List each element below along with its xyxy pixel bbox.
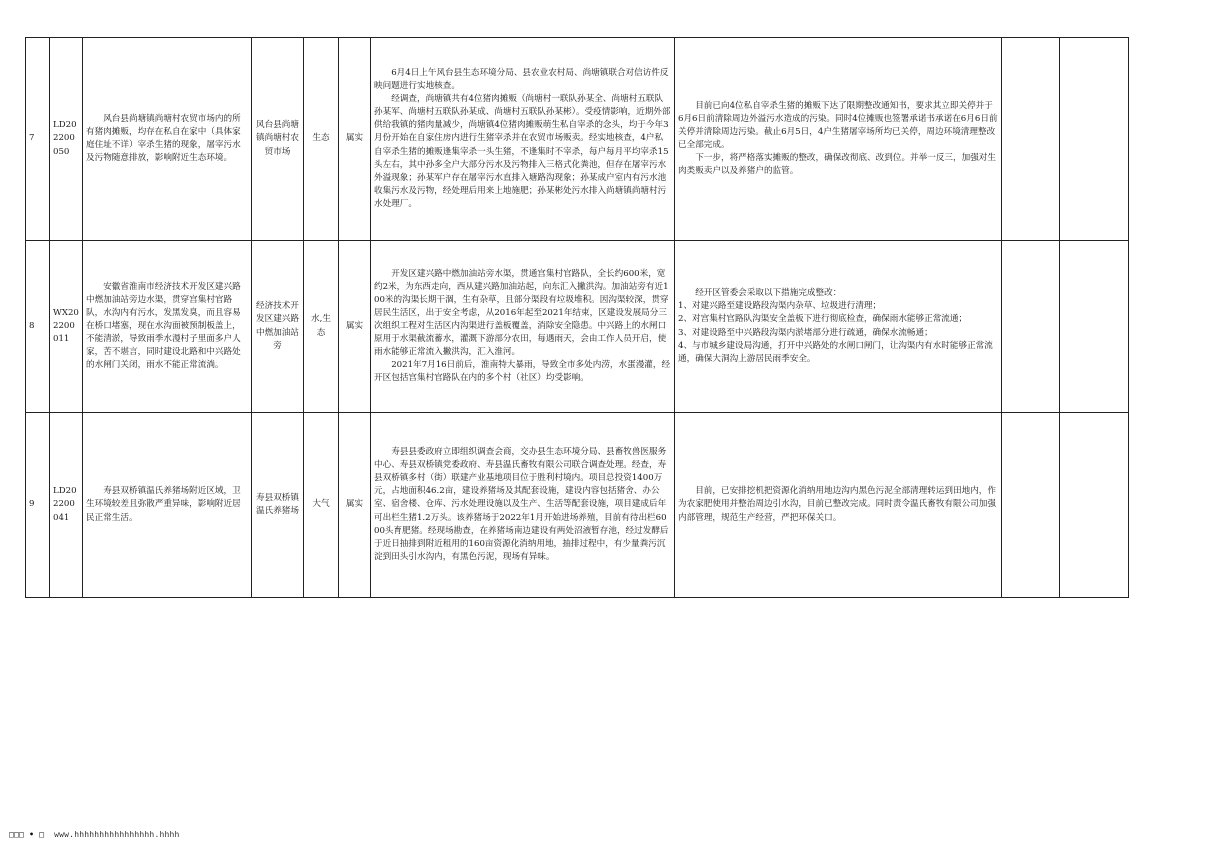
rectification-item: 4、与市城乡建设局沟通，打开中兴路处的水闸口闸门，让沟渠内有水时能够正常流通，确保大洞沟上游居民雨季安全。 bbox=[678, 340, 993, 364]
case-id: WX202200011 bbox=[50, 241, 83, 413]
investigation-paragraph: 6月4日上午风台县生态环境分局、县农业农村局、尚塘镇联合对信访件反映问题进行实地核查。 bbox=[374, 67, 669, 92]
footer-url: www.hhhhhhhhhhhhhhhh.hhhh bbox=[54, 830, 180, 839]
empty-cell bbox=[1060, 38, 1129, 241]
rectification-item: 1、对建兴路至建设路段沟渠内杂草、垃圾进行清理； bbox=[678, 301, 882, 312]
verification-result: 属实 bbox=[339, 413, 371, 598]
pollution-type: 生态 bbox=[304, 38, 339, 241]
row-number: 7 bbox=[26, 38, 50, 241]
complaint-location: 风台县尚塘镇尚塘村农贸市场 bbox=[252, 38, 304, 241]
verification-result: 属实 bbox=[339, 241, 371, 413]
verification-result: 属实 bbox=[339, 38, 371, 241]
case-id: LD202200041 bbox=[50, 413, 83, 598]
complaint-description: 安徽省淮南市经济技术开发区建兴路中燃加油站旁边水渠，贯穿宫集村官路队，水沟内有污水，发黑发臭，而且容易在桥口堵塞，现在水沟面被预制板盖上，不能清淤，导致雨季水漫村子里面多户人家，苦不堪言，同时建设北路和中兴路处的水闸门关闭，雨水不能正常流淌。 bbox=[83, 241, 252, 413]
row-number: 9 bbox=[26, 413, 50, 598]
rectification-paragraph: 经开区管委会采取以下措施完成整改： bbox=[695, 288, 842, 299]
complaint-location: 经济技术开发区建兴路中燃加油站旁 bbox=[252, 241, 304, 413]
pollution-type: 水,生态 bbox=[304, 241, 339, 413]
rectification-paragraph: 目前已向4位私自宰杀生猪的摊贩下达了限期整改通知书，要求其立即关停并于6月6日前清除周边外溢污水造成的污染。同时4位摊贩也签署承诺书承诺在6月6日前关停并清除周边污染。截止6月5日，4户生猪屠宰场所均已关停，周边环境清理整改已全部完成。 bbox=[678, 100, 998, 150]
rectification-item: 3、对建设路至中兴路段沟渠内淤堵部分进行疏通，确保水流畅通； bbox=[678, 327, 933, 338]
investigation-paragraph: 2021年7月16日前后，淮南特大暴雨，导致全市多处内涝，水蛋漫灌，经开区包括宫集村官路队在内的多个村（社区）均受影响。 bbox=[374, 360, 671, 384]
complaint-description: 寿县双桥镇温氏养猪场附近区域，卫生环境较差且弥散严重异味，影响附近居民正常生活。 bbox=[83, 413, 252, 598]
footer-logo-text: □□□ • □ bbox=[9, 830, 45, 839]
empty-cell bbox=[1002, 38, 1060, 241]
rectification-item: 2、对宫集村官路队沟渠安全盖板下进行彻底检查，确保雨水能够正常流通； bbox=[678, 314, 968, 325]
page-footer bbox=[9, 830, 180, 839]
investigation-details bbox=[371, 38, 675, 241]
table-row bbox=[26, 241, 1129, 413]
rectification-details bbox=[675, 38, 1002, 241]
investigation-details bbox=[371, 413, 675, 598]
investigation-paragraph: 经调查，尚塘镇共有4位猪肉摊贩（尚塘村一联队孙某全、尚塘村五联队孙某军、尚塘村五联队孙某成、尚塘村五联队孙某彬）。受疫情影响，近期外部供给我镇的猪肉量减少，尚塘镇4位猪肉摊贩萌生私自宰杀的念头，均于今年3月份开始在自家住房内进行生猪宰杀并在农贸市场贩卖。经实地核查，4户私自宰杀生猪的摊贩逢集宰杀一头生猪，不逢集时不宰杀，每户每月平均宰杀15头左右，其中孙多全户大部分污水及污物排入三格式化粪池，但存在屠宰污水外溢现象；孙某军户存在屠宰污水直排入塘路沟现象；孙某成户室内有污水池收集污水及污物，经处理后用来上地施肥；孙某彬处污水排入尚塘镇尚塘村污水处理厂。 bbox=[374, 94, 671, 209]
rectification-paragraph: 目前，已安排挖机把资源化消纳用地边沟内黑色污泥全部清理转运到田地内，作为农家肥使用并整治周边引水沟，目前已整改完成。同时责令温氏畜牧有限公司加强内部管理，规范生产经营，严把环保关口。 bbox=[678, 486, 996, 523]
row-number: 8 bbox=[26, 241, 50, 413]
complaint-description: 风台县尚塘镇尚塘村农贸市场内的所有猪肉摊贩，均存在私自在家中（具体家庭住址不详）宰杀生猪的现象，屠宰污水及污物随意排放，影响附近生态环境。 bbox=[83, 38, 252, 241]
table-row bbox=[26, 413, 1129, 598]
case-id: LD202200050 bbox=[50, 38, 83, 241]
investigation-details bbox=[371, 241, 675, 413]
empty-cell bbox=[1002, 413, 1060, 598]
table-row bbox=[26, 38, 1129, 241]
complaint-table bbox=[25, 37, 1129, 598]
rectification-details bbox=[675, 413, 1002, 598]
rectification-paragraph: 下一步，将严格落实摊贩的整改，确保改彻底、改到位。并举一反三，加强对生肉类贩卖户以及养猪户的监管。 bbox=[678, 153, 996, 177]
empty-cell bbox=[1060, 241, 1129, 413]
investigation-paragraph: 开发区建兴路中燃加油站旁水渠，贯通宫集村官路队，全长约600米，宽约2米，为东西走向，西从建兴路加油站起，向东汇入撇洪沟。加油站旁有近100米的沟渠长期干涸，生有杂草，且部分渠段有垃圾堆积。因沟渠较深，贯穿居民生活区，出于安全考虑，从2016年起至2021年结束，区建设发展局分三次组织工程对生活区内沟渠进行盖板覆盖，消除安全隐患。中兴路上的水闸口原用于水渠截流蓄水，灌溉下游部分农田，每遇雨天，会由工作人员开启，使雨水能够正常流入撇洪沟，汇入淮河。 bbox=[374, 268, 669, 358]
complaint-location: 寿县双桥镇温氏养猪场 bbox=[252, 413, 304, 598]
empty-cell bbox=[1060, 413, 1129, 598]
empty-cell bbox=[1002, 241, 1060, 413]
investigation-paragraph: 寿县县委政府立即组织调查会商，交办县生态环境分局、县畜牧兽医服务中心、寿县双桥镇党委政府、寿县温氏畜牧有限公司联合调查处理。经查，寿县双桥镇多村（街）联建产业基地项目位于胜利村境内。项目总投资1400万元，占地面积46.2亩，建设养猪场及其配套设施，建设内容包括猪舍、办公室、宿舍楼、仓库、污水处理设施以及生产、生活等配套设施，项目建成后年可出栏生猪1.2万头。该养猪场于2022年1月开始进场养殖，目前有待出栏6000头育肥猪。经现场勘查，在养猪场南边建设有两处沼液暂存池，经过发酵后于近日抽排到附近租用的160亩资源化消纳用地，抽排过程中，有少量粪污沉淀到田头引水沟内，有黑色污泥，现场有异味。 bbox=[374, 447, 669, 562]
rectification-details bbox=[675, 241, 1002, 413]
pollution-type: 大气 bbox=[304, 413, 339, 598]
